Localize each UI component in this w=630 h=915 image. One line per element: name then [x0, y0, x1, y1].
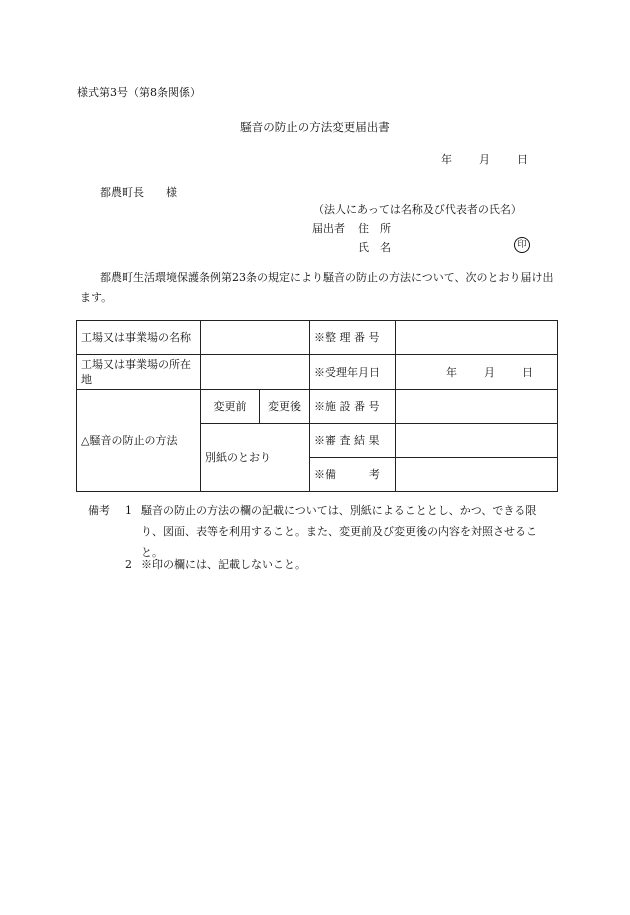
- method-content-cell: [201, 424, 310, 492]
- applicant-label: 届出者: [312, 222, 345, 235]
- factory-name-field[interactable]: [201, 321, 310, 355]
- date-month: 月: [479, 153, 490, 166]
- ref-number-field[interactable]: [396, 321, 558, 355]
- date-line: [441, 151, 528, 167]
- remarks-label: 備考: [88, 504, 110, 517]
- noise-method-label: △騒音の防止の方法: [77, 390, 201, 492]
- receipt-date-field[interactable]: [396, 355, 558, 390]
- addressee: 都農町長 様: [100, 186, 177, 199]
- review-result-label: ※審 査 結 果: [310, 424, 396, 458]
- date-day: 日: [517, 153, 528, 166]
- seal-mark: 印: [514, 237, 530, 253]
- document-title: 騒音の防止の方法変更届出書: [240, 120, 390, 134]
- body-paragraph: 都農町生活環境保護条例第23条の規定により騒音の防止の方法について、次のとおり届け出ます。: [80, 271, 554, 304]
- receipt-month: 月: [484, 365, 495, 379]
- factory-location-label: 工場又は事業場の所在地: [77, 355, 201, 390]
- notification-table: [76, 320, 558, 492]
- remark-number: 1: [125, 504, 132, 517]
- notes-field[interactable]: [396, 458, 558, 492]
- facility-number-field[interactable]: [396, 390, 558, 424]
- receipt-year: 年: [446, 365, 457, 379]
- receipt-date-label: ※受理年月日: [310, 355, 396, 390]
- date-year: 年: [441, 153, 452, 166]
- receipt-day: 日: [522, 365, 533, 379]
- applicant-address-line: [312, 220, 391, 236]
- after-change-label: 変更後: [260, 390, 310, 424]
- separate-sheet-text: 別紙のとおり: [205, 451, 271, 464]
- remark-number: 2: [125, 558, 132, 571]
- ref-number-label: ※整 理 番 号: [310, 321, 396, 355]
- facility-number-label: ※施 設 番 号: [310, 390, 396, 424]
- applicant-name-line: 氏 名: [358, 241, 391, 254]
- notes-label: ※備 考: [310, 458, 396, 492]
- corporation-note: （法人にあっては名称及び代表者の氏名）: [313, 203, 522, 216]
- address-label: 住 所: [358, 222, 391, 235]
- review-result-field[interactable]: [396, 424, 558, 458]
- remark-text: 騒音の防止の方法の欄の記載については、別紙によることとし、かつ、できる限り、図面、表等を利用すること。また、変更前及び変更後の内容を対照させること。: [141, 504, 537, 559]
- factory-name-label: 工場又は事業場の名称: [77, 321, 201, 355]
- factory-location-field[interactable]: [201, 355, 310, 390]
- form-number: 様式第3号（第8条関係）: [77, 86, 201, 99]
- remark-text: ※印の欄には、記載しないこと。: [141, 558, 306, 571]
- before-change-label: 変更前: [201, 390, 260, 424]
